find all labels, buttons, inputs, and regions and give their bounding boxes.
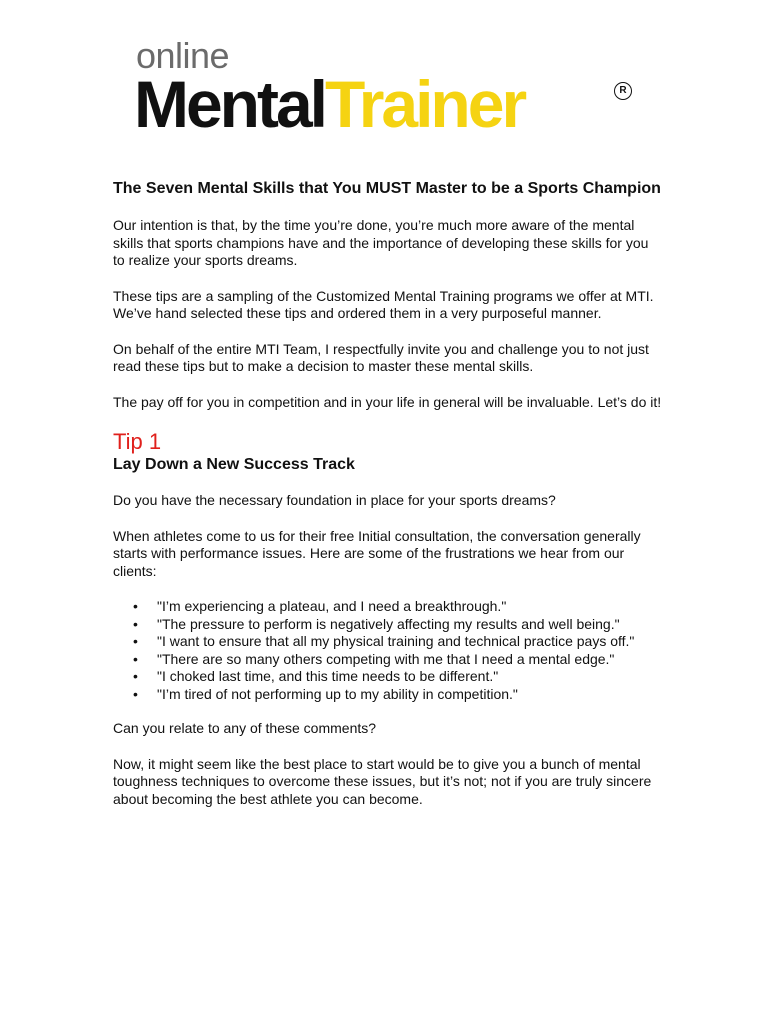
logo-mental-text: Mental <box>134 67 326 141</box>
intro-paragraph-4: The pay off for you in competition and in your life in general will be invaluable. Let’s do it! <box>113 393 662 410</box>
list-item <box>113 651 663 669</box>
list-item <box>113 686 663 704</box>
list-item <box>113 616 663 634</box>
tip-paragraph-1: Do you have the necessary foundation in place for your sports dreams? <box>113 492 556 508</box>
tip-paragraph-3: Can you relate to any of these comments? <box>113 720 377 736</box>
tip-paragraph-4: Now, it might seem like the best place to start would be to give you a bunch of mental toughness techniques to overcome these issues, but it’s not; not if you are truly sincere about becoming the best athlete you can become. <box>113 755 652 807</box>
intro-paragraph-1: Our intention is that, by the time you’re done, you’re much more aware of the mental skills that sports champions have and the importance of developing these skills for you to realize your sports dreams. <box>113 217 649 268</box>
bullet-icon: • <box>133 668 138 684</box>
list-item <box>113 598 663 616</box>
document-title: The Seven Mental Skills that You MUST Master to be a Sports Champion <box>113 180 661 197</box>
quote-text: "I’m tired of not performing up to my ability in competition." <box>157 685 518 702</box>
logo-online-text: online <box>136 35 230 76</box>
bullet-icon: • <box>133 685 138 702</box>
bullet-icon: • <box>133 633 138 649</box>
quote-text: "There are so many others competing with me that I need a mental edge." <box>157 650 615 667</box>
list-item <box>113 633 663 651</box>
intro-paragraph-2: These tips are a sampling of the Customized Mental Training programs we offer at MTI. We’ve hand selected these tips and ordered them in a very purposeful manner. <box>113 287 654 321</box>
bullet-icon: • <box>133 650 138 667</box>
tip-label: Tip 1 <box>113 429 162 454</box>
bullet-icon: • <box>133 598 138 614</box>
online-mental-trainer-logo <box>134 35 636 141</box>
document-body <box>113 178 663 826</box>
intro-paragraph-3: On behalf of the entire MTI Team, I respectfully invite you and challenge you to not just read these tips but to make a decision to master these mental skills. <box>113 340 649 374</box>
quote-text: "I’m experiencing a plateau, and I need a breakthrough." <box>157 598 507 614</box>
client-quotes-list <box>113 598 663 703</box>
quote-text: "I want to ensure that all my physical training and technical practice pays off." <box>157 633 635 649</box>
bullet-icon: • <box>133 615 138 632</box>
tip-title: Lay Down a New Success Track <box>113 456 355 473</box>
quote-text: "I choked last time, and this time needs to be different." <box>157 668 499 684</box>
registered-trademark-icon: R <box>614 82 632 100</box>
logo-trainer-text: Trainer <box>325 67 525 141</box>
quote-text: "The pressure to perform is negatively affecting my results and well being." <box>157 615 620 632</box>
list-item <box>113 668 663 686</box>
tip-paragraph-2: When athletes come to us for their free Initial consultation, the conversation generally starts with performance issues. Here are some of the frustrations we hear from our clients: <box>113 527 641 579</box>
logo-main-text <box>134 67 525 141</box>
